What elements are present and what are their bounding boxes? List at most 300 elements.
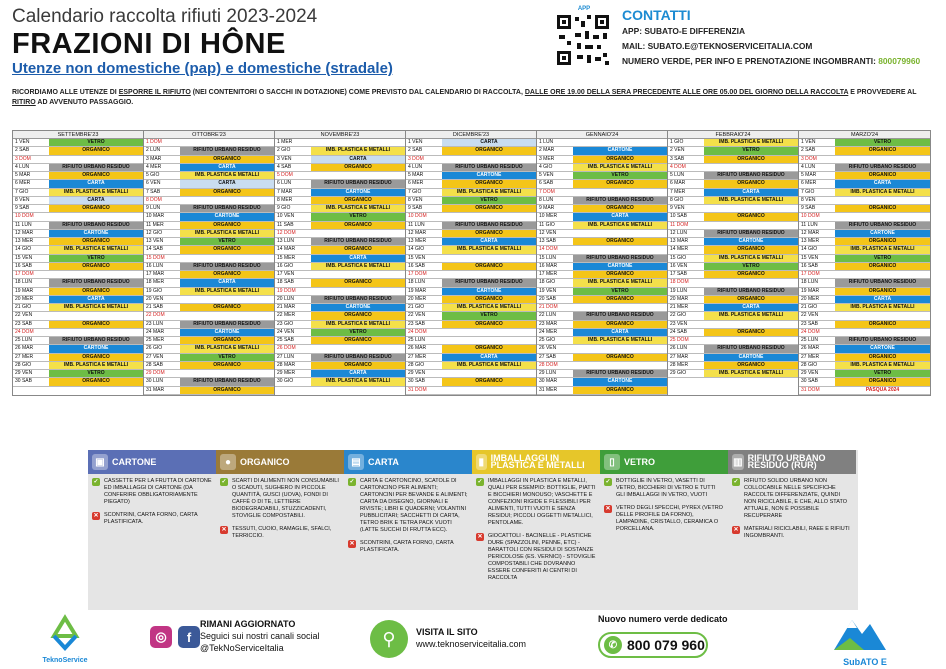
day-label: 25 MER	[146, 337, 165, 343]
day-label: 2 SAB	[15, 147, 30, 154]
day-row	[275, 147, 405, 155]
allowed-item	[348, 478, 468, 534]
search-icon[interactable]: ⚲	[370, 620, 408, 658]
collection-event: IMB. PLASTICA E METALLI	[835, 362, 930, 369]
day-label: 26 MAR	[801, 345, 820, 352]
day-row	[144, 345, 274, 353]
day-row	[668, 197, 798, 205]
day-row	[144, 312, 274, 320]
collection-event: ORGANICO	[180, 362, 274, 369]
day-row	[668, 139, 798, 147]
day-row	[406, 263, 536, 271]
collection-event: ORGANICO	[573, 321, 667, 328]
item-text: BOTTIGLIE IN VETRO, VASETTI DI VETRO, BICCHIERI DI VETRO E TUTTI GLI IMBALLAGGI IN VETRO, VUOTI	[616, 478, 716, 498]
social-title: RIMANI AGGIORNATO	[200, 619, 296, 629]
collection-event: RIFIUTO URBANO RESIDUO	[835, 337, 930, 344]
collection-event: ORGANICO	[180, 189, 274, 196]
day-label: 27 MER	[408, 353, 427, 360]
day-row	[13, 354, 143, 362]
day-row	[275, 139, 405, 147]
collection-event: IMB. PLASTICA E METALLI	[442, 189, 536, 196]
collection-event: ORGANICO	[835, 263, 930, 270]
day-row	[13, 197, 143, 205]
forbidden-item	[220, 526, 340, 540]
day-row	[144, 304, 274, 312]
day-label: 4 DOM	[670, 163, 686, 170]
day-label: 5 GIO	[146, 172, 160, 178]
day-label: 4 LUN	[801, 163, 816, 170]
check-icon: ✓	[733, 479, 739, 485]
collection-event: ORGANICO	[180, 337, 274, 344]
day-row	[144, 255, 274, 263]
day-label: 23 MAR	[539, 320, 558, 327]
day-row	[799, 321, 930, 329]
day-row	[406, 205, 536, 213]
collection-event: CARTA	[573, 213, 667, 220]
forbidden-item	[92, 512, 212, 526]
collection-event: IMB. PLASTICA E METALLI	[180, 230, 274, 237]
day-row	[275, 304, 405, 312]
collection-event: IMB. PLASTICA E METALLI	[573, 222, 667, 229]
day-label: 23 LUN	[146, 320, 163, 327]
legend-title: ORGANICO	[240, 456, 290, 467]
day-label: 30 LUN	[146, 378, 163, 385]
month-column	[406, 131, 537, 395]
day-label: 6 VEN	[146, 180, 161, 187]
allowed-item	[604, 478, 724, 499]
collection-event: ORGANICO	[49, 172, 143, 179]
legend-header	[88, 450, 216, 474]
collection-event	[180, 197, 274, 204]
collection-event	[835, 312, 930, 319]
day-row	[13, 238, 143, 246]
day-label: 21 GIO	[801, 304, 818, 310]
day-label: 4 SAB	[277, 163, 292, 170]
day-row	[144, 329, 274, 337]
collection-event: IMB. PLASTICA E METALLI	[835, 189, 930, 196]
day-label: 8 VEN	[408, 196, 423, 203]
collection-event: CARTA	[49, 296, 143, 303]
day-row	[799, 238, 930, 246]
day-label: 21 MER	[670, 304, 689, 310]
collection-event: CARTONE	[573, 147, 667, 154]
collection-event: ORGANICO	[573, 180, 667, 187]
collection-event: IMB. PLASTICA E METALLI	[311, 263, 405, 270]
day-label: 31 MAR	[146, 386, 165, 393]
legend-card	[728, 450, 856, 610]
day-row	[406, 345, 536, 353]
day-row	[406, 255, 536, 263]
collection-event: ORGANICO	[704, 271, 798, 278]
day-row	[13, 230, 143, 238]
day-row	[799, 156, 930, 164]
collection-event: IMB. PLASTICA E METALLI	[311, 321, 405, 328]
day-row	[144, 156, 274, 164]
day-row	[144, 271, 274, 279]
cross-icon: ✕	[93, 513, 99, 519]
day-label: 14 DOM	[539, 246, 558, 253]
legend-card	[344, 450, 472, 610]
day-row	[406, 156, 536, 164]
day-label: 3 DOM	[801, 155, 817, 162]
day-row	[537, 213, 667, 221]
day-label: 29 VEN	[408, 370, 426, 376]
day-label: 18 LUN	[801, 279, 818, 286]
collection-event: RIFIUTO URBANO RESIDUO	[704, 345, 798, 352]
instagram-icon[interactable]: ◎	[150, 626, 172, 648]
legend-title: VETRO	[624, 456, 656, 467]
day-label: 26 MAR	[408, 345, 427, 352]
day-label: 15 MER	[277, 254, 296, 261]
day-label: 23 GIO	[277, 320, 294, 327]
day-row	[406, 222, 536, 230]
contacts-title: CONTATTI	[622, 7, 691, 23]
day-label: 15 VEN	[408, 254, 426, 261]
social-line1: Seguici sui nostri canali social	[200, 631, 320, 641]
day-row	[13, 222, 143, 230]
day-row	[275, 189, 405, 197]
day-row	[275, 230, 405, 238]
day-row	[668, 164, 798, 172]
day-label: 8 VEN	[15, 196, 30, 203]
collection-event	[442, 213, 536, 220]
day-row	[13, 164, 143, 172]
collection-event: IMB. PLASTICA E METALLI	[442, 246, 536, 253]
day-label: 18 MER	[146, 279, 165, 286]
day-label: 12 LUN	[670, 229, 687, 236]
day-label: 17 DOM	[15, 271, 34, 277]
day-row	[144, 354, 274, 362]
day-row	[799, 180, 930, 188]
day-label: 19 MAR	[15, 287, 34, 294]
day-label: 15 LUN	[539, 254, 556, 261]
day-row	[406, 147, 536, 155]
day-row	[144, 205, 274, 213]
collection-event: CARTONE	[311, 304, 405, 311]
day-row	[275, 329, 405, 337]
collection-event: VETRO	[49, 370, 143, 377]
calendar-grid	[12, 130, 931, 396]
month-header: FEBBRAIO'24	[668, 131, 798, 139]
day-label: 24 MER	[539, 328, 558, 335]
collection-event: VETRO	[311, 329, 405, 336]
day-label: 2 SAB	[801, 147, 816, 154]
day-label: 9 VEN	[670, 205, 685, 211]
collection-event: IMB. PLASTICA E METALLI	[180, 172, 274, 179]
day-row	[406, 387, 536, 395]
day-label: 18 SAB	[277, 279, 294, 286]
day-label: 25 SAB	[277, 337, 294, 343]
day-row	[799, 362, 930, 370]
day-row	[668, 172, 798, 180]
check-icon: ✓	[221, 479, 227, 485]
collection-event: CARTA	[835, 180, 930, 187]
day-row	[799, 189, 930, 197]
phone-title: Nuovo numero verde dedicato	[598, 614, 728, 624]
collection-event: IMB. PLASTICA E METALLI	[573, 279, 667, 286]
day-label: 6 MAR	[670, 180, 686, 187]
day-label: 5 VEN	[539, 172, 554, 178]
day-label: 22 MER	[277, 312, 296, 319]
day-row	[668, 321, 798, 329]
day-row	[275, 288, 405, 296]
collection-event: ORGANICO	[442, 263, 536, 270]
collection-event	[835, 156, 930, 163]
day-row	[144, 288, 274, 296]
day-row	[537, 180, 667, 188]
collection-event	[311, 345, 405, 352]
day-label: 5 MAR	[15, 172, 31, 178]
contacts-phone[interactable]: 800079960	[878, 56, 921, 66]
facebook-icon[interactable]: f	[178, 626, 200, 648]
day-label: 31 MER	[539, 386, 558, 393]
day-row	[406, 329, 536, 337]
collection-event: IMB. PLASTICA E METALLI	[49, 246, 143, 253]
day-label: 7 DOM	[539, 188, 555, 195]
day-row	[275, 312, 405, 320]
collection-event: ORGANICO	[442, 205, 536, 212]
allowed-item	[92, 478, 212, 506]
day-label: 22 GIO	[670, 312, 687, 319]
forbidden-item	[604, 505, 724, 533]
collection-event: ORGANICO	[704, 156, 798, 163]
collection-event: RIFIUTO URBANO RESIDUO	[835, 222, 930, 229]
day-row	[537, 230, 667, 238]
day-label: 20 VEN	[146, 295, 164, 302]
day-row	[406, 197, 536, 205]
day-row	[275, 378, 405, 386]
day-label: 11 LUN	[801, 221, 818, 228]
day-label: 13 MER	[15, 238, 34, 244]
day-label: 4 LUN	[15, 163, 30, 170]
day-label: 28 SAB	[146, 361, 163, 368]
collection-event	[704, 279, 798, 286]
day-label: 10 DOM	[801, 213, 820, 220]
phone-icon: ✆	[604, 636, 622, 654]
collection-event: VETRO	[835, 139, 930, 146]
collection-event: ORGANICO	[704, 362, 798, 369]
day-label: 16 VEN	[670, 262, 688, 269]
day-row	[668, 189, 798, 197]
day-label: 17 SAB	[670, 271, 687, 277]
collection-event: ORGANICO	[835, 172, 930, 179]
legend-header	[728, 450, 856, 474]
day-label: 22 VEN	[15, 312, 33, 319]
day-label: 16 MAR	[539, 262, 558, 269]
day-row	[406, 279, 536, 287]
collection-event: ORGANICO	[573, 205, 667, 212]
day-row	[537, 156, 667, 164]
collection-event: CARTA	[835, 296, 930, 303]
notice-underline-2: DALLE ORE 19.00 DELLA SERA PRECEDENTE ALLE ORE 05.00 DEL GIORNO DELLA RACCOLTA	[524, 89, 849, 96]
day-label: 17 DOM	[801, 271, 820, 277]
day-label: 10 DOM	[15, 213, 34, 220]
contacts-phone-line	[622, 54, 942, 69]
item-text: RIFIUTO SOLIDO URBANO NON COLLOCABILE NELLE SPECIFICHE RACCOLTE DIFFERENZIATE, QUINDI NON RICICLABILE, E CHE, ALLO STATO ATTUALE, NON È POSSIBILE RECUPERARE	[744, 478, 848, 519]
day-row	[275, 362, 405, 370]
day-label: 28 GIO	[801, 361, 818, 368]
collection-event	[49, 312, 143, 319]
collection-event: CARTA	[442, 139, 536, 146]
day-label: 27 SAB	[539, 353, 556, 360]
day-row	[668, 271, 798, 279]
day-label: 24 DOM	[15, 328, 34, 335]
collection-event: ORGANICO	[573, 271, 667, 278]
day-row	[537, 362, 667, 370]
collection-event: ORGANICO	[835, 288, 930, 295]
collection-event: ORGANICO	[573, 387, 667, 394]
day-row	[799, 205, 930, 213]
collection-event: VETRO	[573, 172, 667, 179]
collection-event	[442, 387, 536, 394]
day-row	[406, 321, 536, 329]
day-label: 10 MER	[539, 213, 558, 220]
collection-event: VETRO	[180, 238, 274, 245]
day-label: 8 MER	[277, 196, 293, 203]
site-block	[416, 626, 526, 650]
day-row	[537, 288, 667, 296]
day-row	[275, 156, 405, 164]
collection-event: IMB. PLASTICA E METALLI	[573, 337, 667, 344]
contacts-mail[interactable]: MAIL: SUBATO.E@TEKNOSERVICEITALIA.COM	[622, 41, 813, 51]
day-label: 14 GIO	[801, 246, 818, 253]
day-label: 17 MAR	[146, 271, 165, 277]
day-label: 22 VEN	[408, 312, 426, 319]
day-label: 5 LUN	[670, 172, 685, 178]
item-text: MATERIALI RICICLABILI, RAEE E RIFIUTI INGOMBRANTI.	[744, 526, 850, 539]
day-row	[537, 172, 667, 180]
day-label: 1 VEN	[801, 139, 816, 145]
day-row	[144, 147, 274, 155]
collection-event	[442, 271, 536, 278]
day-label: 18 GIO	[539, 279, 556, 286]
day-label: 1 LUN	[539, 139, 554, 145]
phone-badge[interactable]	[598, 632, 708, 658]
item-text: CASSETTE PER LA FRUTTA DI CARTONE ED IMBALLAGGI DI CARTONE (DA CONFERIRE OBBLIGATORIAMENTE PIEGATO)	[104, 478, 212, 505]
collection-event	[311, 139, 405, 146]
site-title: VISITA IL SITO	[416, 627, 478, 637]
day-label: 29 GIO	[670, 370, 687, 376]
day-row	[668, 238, 798, 246]
day-label: 13 LUN	[277, 238, 294, 244]
collection-event	[573, 139, 667, 146]
site-url[interactable]: www.teknoserviceitalia.com	[416, 639, 527, 649]
collection-event: ORGANICO	[49, 354, 143, 361]
collection-event: IMB. PLASTICA E METALLI	[49, 189, 143, 196]
collection-event: VETRO	[311, 213, 405, 220]
day-label: 6 MER	[408, 180, 424, 187]
collection-event: IMB. PLASTICA E METALLI	[704, 139, 798, 146]
collection-event: CARTONE	[704, 354, 798, 361]
day-row	[406, 288, 536, 296]
collection-event: ORGANICO	[180, 156, 274, 163]
day-label: 17 MER	[539, 271, 558, 277]
collection-event: RIFIUTO URBANO RESIDUO	[180, 321, 274, 328]
forbidden-item	[732, 526, 852, 540]
day-row	[13, 255, 143, 263]
day-row	[406, 230, 536, 238]
day-label: 24 MAR	[146, 328, 165, 335]
collection-event	[573, 189, 667, 196]
day-row	[13, 156, 143, 164]
day-row	[799, 139, 930, 147]
item-text: SCARTI DI ALIMENTI NON CONSUMABILI O SCADUTI, SUGHERO IN PICCOLE QUANTITÀ, GUSCI (UOVA), FONDI DI CAFFÈ O DI TE, LETTIERE BIODEGRADABILI, STUZZICADENTI, STOVIGLIE COMPOSTABILI.	[232, 478, 339, 519]
day-label: 17 VEN	[277, 271, 295, 277]
day-row	[799, 312, 930, 320]
day-row	[275, 205, 405, 213]
legend-header	[472, 450, 600, 474]
collection-event: IMB. PLASTICA E METALLI	[180, 345, 274, 352]
day-row	[406, 164, 536, 172]
day-row	[668, 147, 798, 155]
allowed-item	[476, 478, 596, 527]
day-row	[275, 180, 405, 188]
collection-event: ORGANICO	[49, 378, 143, 385]
collection-event: IMB. PLASTICA E METALLI	[311, 378, 405, 385]
collection-event	[442, 255, 536, 262]
collection-event: RIFIUTO URBANO RESIDUO	[704, 288, 798, 295]
day-label: 8 DOM	[146, 196, 162, 203]
day-label: 2 VEN	[670, 147, 685, 154]
day-label: 20 MER	[408, 295, 427, 302]
day-label: 22 VEN	[801, 312, 819, 319]
collection-event	[573, 246, 667, 253]
day-row	[275, 197, 405, 205]
day-label: 25 GIO	[539, 337, 556, 343]
teknoservice-logo	[40, 614, 90, 664]
day-label: 8 GIO	[670, 196, 684, 203]
collection-event	[180, 296, 274, 303]
day-label: 23 SAB	[15, 320, 32, 327]
day-label: 18 DOM	[670, 279, 689, 286]
day-label: 26 GIO	[146, 345, 163, 352]
day-label: 11 GIO	[539, 221, 555, 228]
apple-icon: ●	[220, 454, 236, 470]
collection-event: ORGANICO	[835, 354, 930, 361]
social-line2[interactable]: @TekNoServiceItalia	[200, 643, 284, 653]
day-label: 9 LUN	[146, 205, 161, 211]
collection-event: ORGANICO	[704, 246, 798, 253]
day-label: 20 LUN	[277, 295, 294, 302]
day-row	[13, 370, 143, 378]
qr-code[interactable]	[555, 6, 613, 68]
collection-event: CARTONE	[442, 172, 536, 179]
collection-event	[704, 321, 798, 328]
day-label: 18 LUN	[15, 279, 32, 286]
collection-event	[442, 156, 536, 163]
day-row	[13, 329, 143, 337]
day-row	[668, 205, 798, 213]
collection-event: RIFIUTO URBANO RESIDUO	[311, 180, 405, 187]
collection-event: ORGANICO	[180, 222, 274, 229]
day-row	[668, 354, 798, 362]
day-label: 1 VEN	[408, 139, 423, 145]
collection-event: CARTA	[311, 255, 405, 262]
cross-icon: ✕	[221, 527, 227, 533]
day-row	[13, 312, 143, 320]
day-label: 19 LUN	[670, 287, 687, 294]
day-label: 28 MAR	[277, 361, 296, 368]
day-label: 10 SAB	[670, 213, 687, 220]
day-row	[13, 213, 143, 221]
collection-event: RIFIUTO URBANO RESIDUO	[442, 164, 536, 171]
collection-event: RIFIUTO URBANO RESIDUO	[49, 164, 143, 171]
day-label: 4 MER	[146, 163, 162, 170]
day-label: 7 SAB	[146, 188, 161, 195]
day-label: 11 DOM	[670, 221, 689, 228]
day-label: 4 GIO	[539, 163, 553, 170]
day-label: 13 MER	[408, 238, 427, 244]
